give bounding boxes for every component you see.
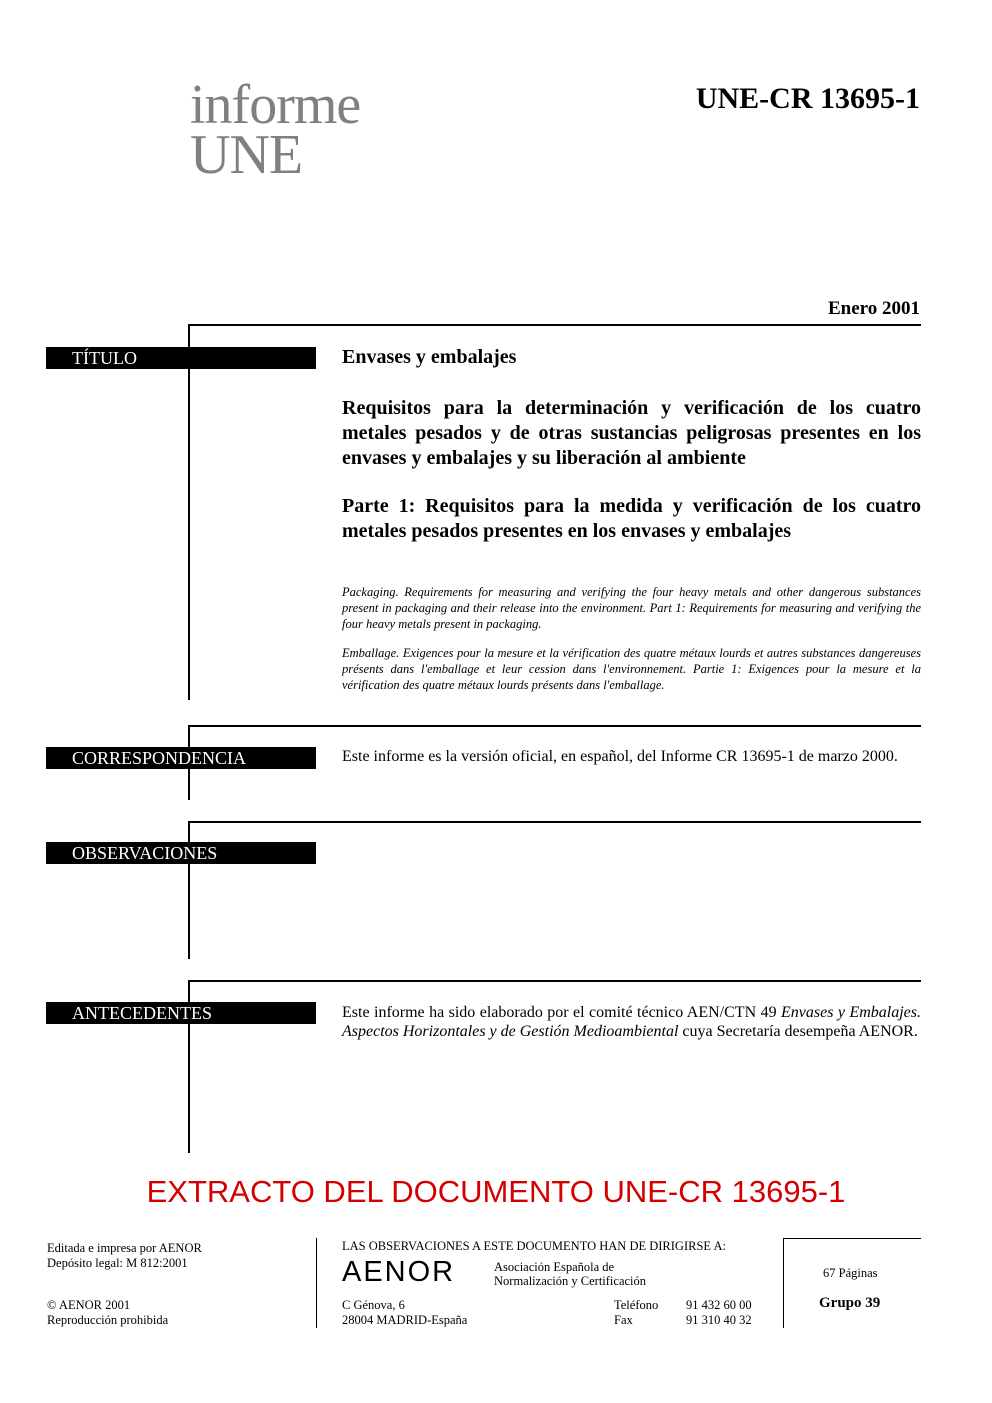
antecedents-text-after: cuya Secretaría desempeña AENOR. bbox=[678, 1023, 918, 1040]
footer-legal-deposit: Depósito legal: M 812:2001 bbox=[47, 1256, 188, 1270]
section-divider bbox=[188, 725, 921, 727]
antecedents-text bbox=[342, 1003, 921, 1041]
footer-divider-left bbox=[316, 1238, 317, 1328]
footer-box-top bbox=[783, 1238, 921, 1239]
aenor-name-line1: Asociación Española de bbox=[494, 1260, 615, 1274]
label-correspondencia-text: CORRESPONDENCIA bbox=[72, 748, 247, 768]
address-line2: 28004 MADRID-España bbox=[342, 1313, 468, 1327]
document-number: UNE-CR 13695-1 bbox=[695, 82, 920, 115]
aenor-logo: AENOR bbox=[342, 1256, 456, 1288]
section-divider bbox=[188, 821, 921, 823]
footer-copyright: © AENOR 2001 bbox=[47, 1298, 131, 1312]
label-correspondencia bbox=[46, 747, 316, 769]
phone-number: 91 432 60 00 bbox=[686, 1298, 752, 1312]
fax-label: Fax bbox=[614, 1313, 633, 1327]
title-part: Parte 1: Requisitos para la medida y verificación de los cuatro metales pesados presentes en los envases y embalajes bbox=[342, 495, 921, 542]
committee-name: Envases y Embalajes. Aspectos Horizontales y de Gestión Medioambiental bbox=[342, 1004, 922, 1040]
address-line1: C Génova, 6 bbox=[342, 1298, 405, 1312]
label-observaciones bbox=[46, 842, 316, 864]
title-spanish: Envases y embalajes bbox=[342, 346, 517, 368]
footer-box-left bbox=[783, 1238, 784, 1328]
correspondence-text: Este informe es la versión oficial, en español, del Informe CR 13695-1 de marzo 2000. bbox=[342, 748, 898, 765]
label-antecedentes bbox=[46, 1002, 316, 1024]
extract-notice: EXTRACTO DEL DOCUMENTO UNE-CR 13695-1 bbox=[146, 1174, 846, 1209]
label-titulo-text: TÍTULO bbox=[72, 348, 137, 368]
footer-edited: Editada e impresa por AENOR bbox=[47, 1241, 202, 1255]
brand-line-une: UNE bbox=[190, 124, 303, 186]
label-antecedentes-text: ANTECEDENTES bbox=[72, 1003, 212, 1023]
label-observaciones-text: OBSERVACIONES bbox=[72, 843, 218, 863]
section-divider bbox=[188, 980, 921, 982]
aenor-full-name bbox=[494, 1260, 646, 1288]
title-english: Packaging. Requirements for measuring and verifying the four heavy metals and other dangerous substances present in packaging and their release into the environment. Part 1: Requirements for measuring and verifying the four heavy metals present in packaging. bbox=[342, 585, 921, 631]
brand-title bbox=[190, 74, 361, 186]
section-divider bbox=[188, 324, 921, 326]
phone-label: Teléfono bbox=[614, 1298, 659, 1312]
label-titulo bbox=[46, 347, 316, 369]
footer-edition bbox=[47, 1241, 202, 1271]
footer-address bbox=[342, 1298, 467, 1328]
title-french: Emballage. Exigences pour la mesure et la vérification des quatre métaux lourds et autres substances dangereuses présents dans l'emballage et leur cession dans l'environnement. Partie 1: Exigences pour la mesure et la vérification des quatre métaux lourds présents dans l'emballage. bbox=[342, 646, 921, 692]
brand-line-informe: informe bbox=[190, 74, 361, 136]
footer-observations-heading: LAS OBSERVACIONES A ESTE DOCUMENTO HAN DE DIRIGIRSE A: bbox=[342, 1239, 726, 1253]
footer-reproduction: Reproducción prohibida bbox=[47, 1313, 169, 1327]
footer-copyright-block bbox=[47, 1298, 168, 1328]
page-count: 67 Páginas bbox=[823, 1266, 878, 1280]
aenor-name-line2: Normalización y Certificación bbox=[494, 1274, 647, 1288]
section-vertical-rule bbox=[188, 324, 190, 700]
footer-contact-values bbox=[686, 1298, 752, 1328]
fax-number: 91 310 40 32 bbox=[686, 1313, 752, 1327]
publication-date: Enero 2001 bbox=[827, 298, 920, 319]
title-subtitle: Requisitos para la determinación y verificación de los cuatro metales pesados y de otras sustancias peligrosas presentes en los envases y embalajes y su liberación al ambiente bbox=[342, 397, 921, 469]
price-group: Grupo 39 bbox=[819, 1295, 881, 1311]
footer-contact-labels bbox=[614, 1298, 658, 1328]
antecedents-text-before: Este informe ha sido elaborado por el comité técnico AEN/CTN 49 bbox=[342, 1004, 782, 1021]
